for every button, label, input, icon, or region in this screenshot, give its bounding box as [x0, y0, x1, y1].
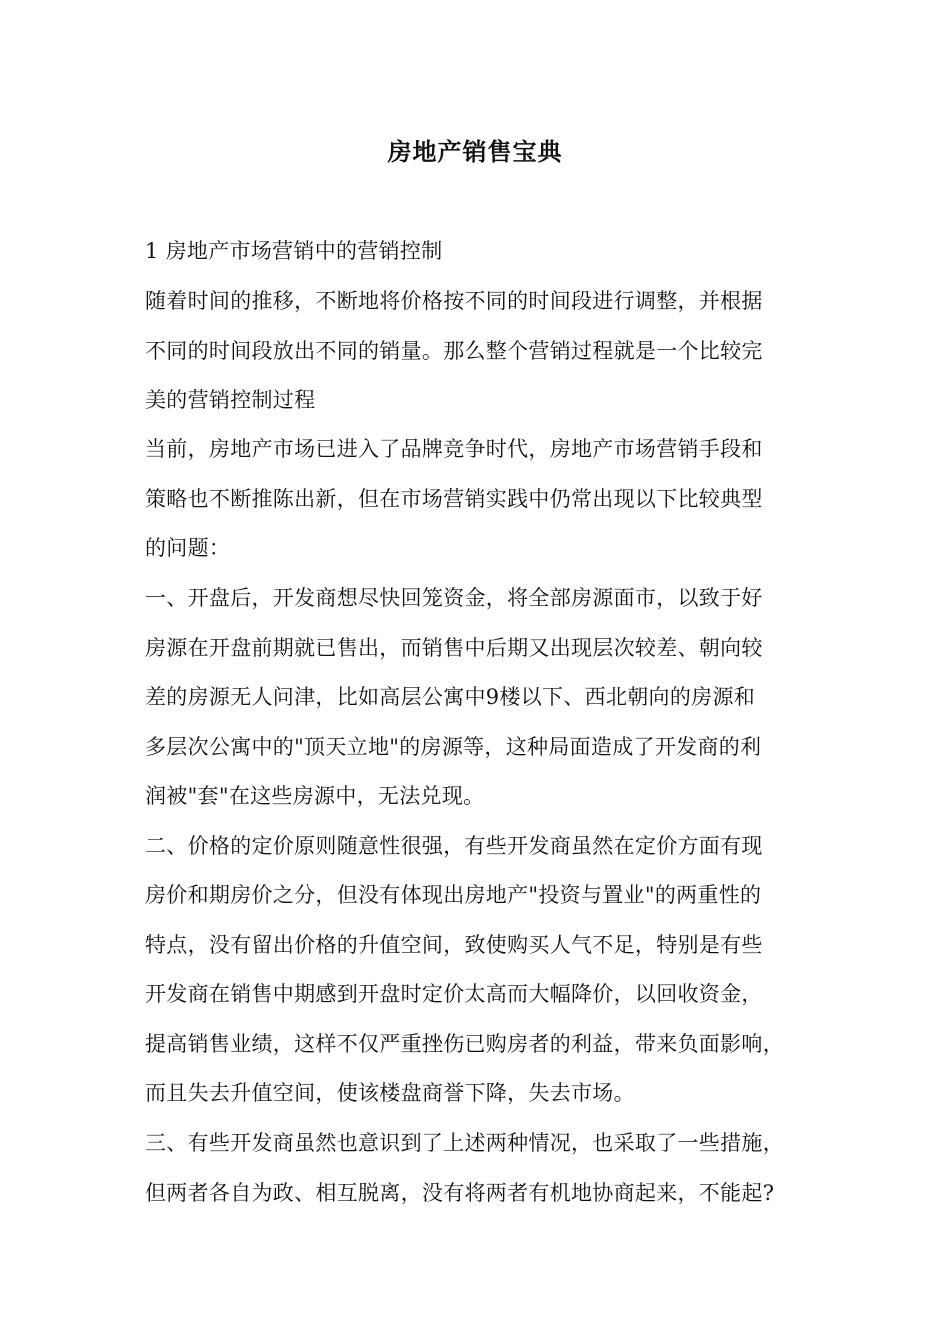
paragraph-line: 不同的时间段放出不同的销量。那么整个营销过程就是一个比较完 — [145, 339, 763, 363]
paragraph-line: 当前，房地产市场已进入了品牌竞争时代，房地产市场营销手段和 — [145, 437, 763, 461]
paragraph-line: 随着时间的推移，不断地将价格按不同的时间段进行调整，并根据 — [145, 289, 763, 313]
paragraph-line: 特点，没有留出价格的升值空间，致使购买人气不足，特别是有些 — [145, 933, 763, 957]
paragraph-line: 二、价格的定价原则随意性很强，有些开发商虽然在定价方面有现 — [145, 834, 763, 858]
paragraph-line: 房源在开盘前期就已售出，而销售中后期又出现层次较差、朝向较 — [145, 636, 763, 660]
paragraph-line: 多层次公寓中的"顶天立地"的房源等，这种局面造成了开发商的利 — [145, 735, 762, 759]
paragraph-line: 差的房源无人问津，比如高层公寓中9楼以下、西北朝向的房源和 — [145, 685, 756, 709]
paragraph-line: 提高销售业绩，这样不仅严重挫伤已购房者的利益，带来负面影响， — [145, 1032, 784, 1056]
paragraph-line: 的问题： — [145, 536, 231, 560]
paragraph-line: 三、有些开发商虽然也意识到了上述两种情况，也采取了一些措施， — [145, 1131, 784, 1155]
paragraph-line: 美的营销控制过程 — [145, 388, 316, 412]
paragraph-line: 而且失去升值空间，使该楼盘商誉下降，失去市场。 — [145, 1081, 635, 1105]
section-heading: 1 房地产市场营销中的营销控制 — [145, 239, 443, 263]
paragraph-line: 一、开盘后，开发商想尽快回笼资金，将全部房源面市，以致于好 — [145, 586, 763, 610]
paragraph-line: 开发商在销售中期感到开盘时定价太高而大幅降价，以回收资金， — [145, 982, 763, 1006]
paragraph-line: 策略也不断推陈出新，但在市场营销实践中仍常出现以下比较典型 — [145, 487, 763, 511]
document-title: 房地产销售宝典 — [387, 137, 563, 166]
paragraph-line: 房价和期房价之分，但没有体现出房地产"投资与置业"的两重性的 — [145, 883, 762, 907]
paragraph-line: 但两者各自为政、相互脱离，没有将两者有机地协商起来，不能起? — [145, 1181, 775, 1205]
paragraph-line: 润被"套"在这些房源中，无法兑现。 — [145, 784, 485, 808]
